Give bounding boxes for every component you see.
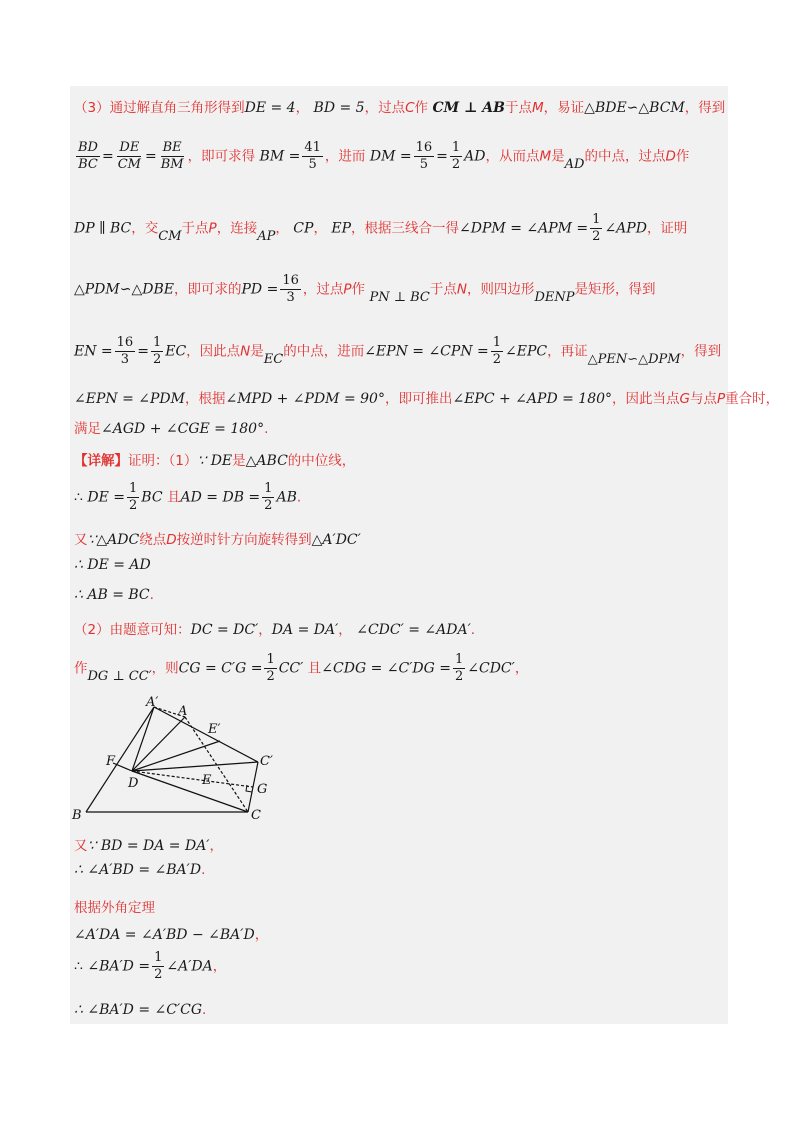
text: ，即可求的 [173,281,242,298]
text: ，得到 [680,343,722,360]
math: EC [263,351,284,367]
detail-line6 [74,652,528,685]
text: . [470,622,476,638]
math: BD = 5 [313,100,365,116]
fraction [280,273,301,306]
text: P [343,281,352,298]
math: AD [464,148,486,165]
segment-DA [132,717,185,771]
label-B: B [72,808,82,823]
denominator: 2 [129,498,138,513]
fraction [76,140,100,173]
text: 重合时， [725,391,780,407]
text: ， [514,660,529,677]
math: ∠BA′D = [87,958,151,975]
geometry-figure [70,695,290,825]
denominator: 2 [454,669,464,684]
math: ∵ BD = DA = DA′ [87,838,210,854]
text: ，再证 [547,343,588,360]
text: ， [313,220,327,237]
denominator: 2 [152,352,162,367]
text: 是矩形，得到 [574,281,656,298]
denominator: 2 [154,967,163,982]
math: ∠MPD + ∠PDM = 90° [225,391,385,407]
numerator: 16 [282,273,299,288]
text: . [264,421,269,437]
math: ∴ DE = AD [74,557,151,573]
numerator: 1 [264,481,273,496]
fraction [151,335,163,368]
math: AB [276,489,297,506]
math: EP [331,220,352,237]
part3-line6 [74,387,779,407]
numerator: 1 [592,212,601,227]
fraction [414,140,435,173]
denominator: BM [160,157,184,172]
fraction [152,950,164,983]
math: DE = [87,489,125,506]
math: ∠DPM = ∠APM = [459,220,589,237]
fraction [116,140,143,173]
segment-DG [132,771,253,787]
numerator: 1 [454,652,464,667]
text: N [456,281,467,298]
text: 又 [74,838,88,854]
label-G: G [257,782,268,797]
text: 与点 [690,391,717,407]
text: . [149,587,154,603]
label-E1: E′ [208,722,221,737]
text: ， [275,220,289,237]
detail-line5 [74,618,475,638]
label-C1: C′ [260,754,273,769]
text: ， [338,622,352,638]
math: ∠APD [604,220,647,237]
math: ∴ [74,489,83,506]
text: 证明：（1） [128,453,198,469]
math: △ABC [245,453,288,469]
text: 的中点，过点 [584,148,666,165]
denominator: 3 [120,352,130,367]
text: C [405,100,415,116]
numerator: 1 [129,481,138,496]
denominator: 2 [592,229,601,244]
text: ，因此当点 [612,391,680,407]
detail-line9 [74,896,155,916]
detail-line1 [74,481,301,514]
math: DP ∥ BC [74,220,132,237]
math: ∠EPN = ∠CPN = [364,343,489,360]
math: CG = C′G = [178,660,263,677]
part3-line5 [74,335,721,368]
part3-line1 [74,96,725,116]
text: （2）由题意可知： [74,622,191,638]
text: ， [254,927,269,943]
text: ，连接 [216,220,258,237]
math: BC [141,489,163,506]
numerator: BE [162,140,182,155]
text: ，从而点 [485,148,540,165]
text: M [532,100,544,116]
text: D [166,532,177,548]
math: AD [564,156,585,172]
text: M [539,148,552,165]
text: 的中点，进而 [283,343,365,360]
numerator: 1 [266,652,275,667]
fraction [453,652,465,685]
denominator: 2 [492,352,502,367]
math: CP [293,220,314,237]
math: ∠AGD + ∠CGE = 180° [101,421,265,437]
math: ∵△ADC [87,532,140,548]
math: ∴ AB = BC [74,587,150,603]
math: ∠CDC′ [467,660,515,677]
detail-line10 [74,923,268,943]
label-E: E [202,773,212,788]
numerator: 16 [415,140,433,155]
math: AD = DB = [180,489,261,506]
math: ∠CDG = ∠C′DG = [321,660,451,677]
text: 按逆时针方向旋转得到 [176,532,312,548]
segment-DE1 [132,741,220,771]
text: D [665,148,676,165]
math: AP [257,228,276,244]
denominator: 5 [419,157,429,172]
text: 绕点 [139,532,167,548]
math: ∵ DE [197,453,233,469]
math: DM = [369,148,412,165]
math: DENP [534,289,575,305]
equals: = [436,148,448,165]
text: ，根据 [184,391,226,407]
text: ， [295,100,310,116]
detail-line11 [74,950,226,983]
denominator: CM [117,157,141,172]
text: 根据外角定理 [74,900,155,916]
math: DA = DA′ [271,622,339,638]
math: △PEN∽△DPM [587,351,681,367]
math: DE = 4 [244,100,296,116]
numerator: 1 [152,335,162,350]
numerator: DE [119,140,140,155]
text: 且 [167,489,181,506]
denominator: BC [78,157,98,172]
part3-line3 [74,212,687,245]
label-F: F [106,754,116,769]
denominator: 5 [308,157,317,172]
math: PN ⊥ BC [369,289,430,305]
text: 是 [250,343,264,360]
text: 是 [551,148,565,165]
segment-DC [132,771,248,812]
text: ，进而 [324,148,366,165]
math: CM [158,228,182,244]
text: 且 [307,660,322,677]
math: ∴ ∠BA′D = ∠C′CG [74,1002,203,1018]
text: ，即可求得 [187,148,256,165]
fraction [127,481,139,514]
text: 满足 [74,421,101,437]
detail-line4 [74,587,154,603]
text: ，则 [151,660,179,677]
fraction [115,335,136,368]
label-C: C [251,808,261,823]
equals: = [144,148,157,165]
text: ，过点 [364,100,406,116]
text: 作 [74,660,88,677]
detail-line3 [74,557,151,573]
text: N [240,343,251,360]
equals: = [101,148,114,165]
numerator: BD [78,140,98,155]
text: ，因此点 [186,343,241,360]
text: 于点 [429,281,457,298]
detail-line2 [74,528,361,548]
text: 作 [351,281,366,298]
segment-A1C1 [154,707,258,762]
detail-heading [74,449,355,469]
text: 作 [414,100,429,116]
fraction [450,140,462,173]
text: ， [212,958,227,975]
label-A1: A′ [146,695,159,710]
text: ，根据三线合一得 [351,220,460,237]
math: ∠CDC′ = ∠ADA′ [356,622,471,638]
text: ，得到 [684,100,726,116]
math: CM ⊥ AB [432,100,506,116]
math: ∠EPN = ∠PDM [74,391,185,407]
part3-line7 [74,417,268,437]
text: ，证明 [646,220,688,237]
denominator: 3 [286,290,295,305]
math: BM = [259,148,301,165]
text: ，交 [131,220,159,237]
math: CC′ [278,660,304,677]
fraction [302,140,323,173]
numerator: 1 [451,140,461,155]
text: 又 [74,532,88,548]
text: ， [258,622,272,638]
numerator: 1 [492,335,502,350]
math: EC [165,343,187,360]
math: ∴ [74,958,83,975]
math: DC = DC′ [190,622,259,638]
fraction [590,212,602,245]
text: . [296,489,302,506]
math: ∠EPC [505,343,548,360]
text: ，则四边形 [466,281,535,298]
text: 于点 [181,220,209,237]
part3-line2 [74,140,689,173]
math: △PDM∽△DBE [74,281,174,298]
label-D: D [128,776,139,791]
part3-line4 [74,273,655,306]
detail-line12 [74,1002,206,1018]
fraction [159,140,186,173]
fraction [264,652,276,685]
text: ，过点 [302,281,344,298]
math: EN = [74,343,113,360]
math: △A′DC′ [311,532,361,548]
segment-DC1 [132,762,258,771]
text: 作 [675,148,690,165]
denominator: 2 [264,498,273,513]
text: ， [209,838,223,854]
numerator: 16 [116,335,134,350]
text: 的中位线， [287,453,356,469]
text: P [717,391,726,407]
math: ∠A′DA [166,958,213,975]
detail-line7 [74,834,223,854]
detail-line8 [74,862,205,878]
text: ，易证 [543,100,585,116]
text: （3）通过解直角三角形得到 [74,100,245,116]
heading: 【详解】 [74,453,128,469]
math: ∠EPC + ∠APD = 180° [452,391,613,407]
denominator: 2 [451,157,461,172]
equals: = [137,343,149,360]
math: PD = [241,281,279,298]
fraction [491,335,503,368]
segment-A1D [132,707,154,771]
fraction [262,481,274,514]
numerator: 41 [304,140,321,155]
label-A: A [178,704,188,719]
numerator: 1 [154,950,163,965]
text: ，即可推出 [384,391,453,407]
math: DG ⊥ CC′ [87,668,152,684]
denominator: 2 [266,669,275,684]
math: ∴ ∠A′BD = ∠BA′D [74,862,202,878]
text: . [202,1002,207,1018]
math: ∠A′DA = ∠A′BD − ∠BA′D [74,927,255,943]
text: G [679,391,690,407]
text: 是 [232,453,246,469]
text: P [208,220,217,237]
text: . [201,862,206,878]
math: △BDE∽△BCM [584,100,685,116]
text: 于点 [505,100,533,116]
